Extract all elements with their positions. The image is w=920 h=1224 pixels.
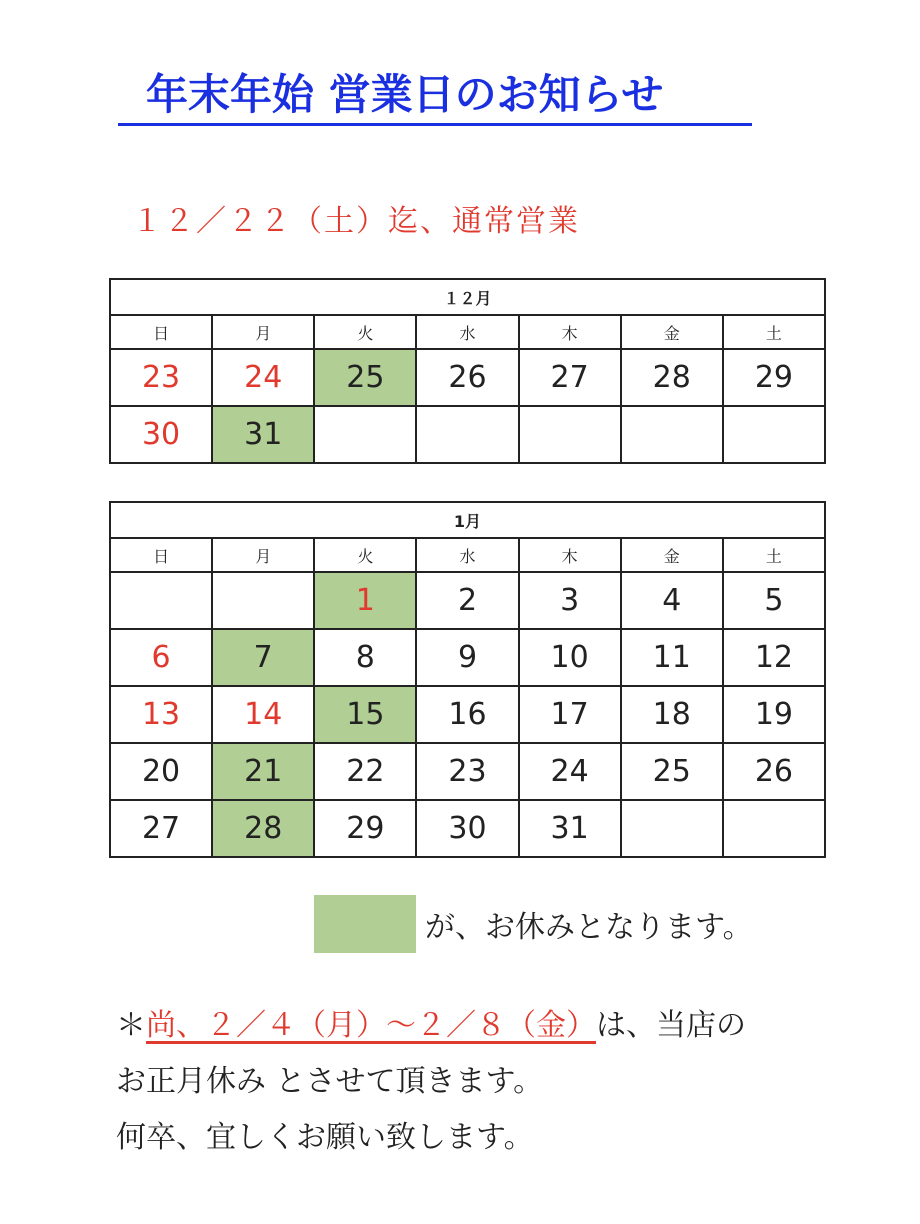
- calendar-day: 25: [314, 349, 416, 406]
- calendar-day: 29: [723, 349, 825, 406]
- calendar-day: 10: [519, 629, 621, 686]
- weekday-header: 水: [416, 315, 518, 349]
- business-notice: １２／２２（土）迄、通常営業: [132, 204, 580, 239]
- calendar-day: 28: [212, 800, 314, 857]
- footer-line-3: 何卒、宜しくお願い致します。: [116, 1120, 534, 1155]
- weekday-header: 火: [314, 315, 416, 349]
- page-title: 年末年始 営業日のお知らせ: [118, 70, 752, 126]
- legend-text: が、お休みとなります。: [425, 910, 753, 945]
- calendar-day: 6: [110, 629, 212, 686]
- calendar-day: 13: [110, 686, 212, 743]
- calendar-week-row: [110, 572, 825, 629]
- calendar-day: 30: [416, 800, 518, 857]
- weekday-header: 金: [621, 315, 723, 349]
- weekday-header: 土: [723, 538, 825, 572]
- weekday-header: 水: [416, 538, 518, 572]
- calendar-day: 2: [416, 572, 518, 629]
- calendar-december: [109, 278, 826, 464]
- calendar-month-header: １２月: [110, 279, 825, 315]
- calendar-week-row: [110, 629, 825, 686]
- footer-prefix: ＊: [116, 1008, 146, 1043]
- calendar-day: 19: [723, 686, 825, 743]
- calendar-day: 12: [723, 629, 825, 686]
- calendar-day-empty: [314, 406, 416, 463]
- weekday-header: 日: [110, 315, 212, 349]
- calendar-week-row: [110, 743, 825, 800]
- calendar-day: 5: [723, 572, 825, 629]
- calendar-day: 14: [212, 686, 314, 743]
- calendar-day-empty: [621, 800, 723, 857]
- calendar-january: [109, 501, 826, 858]
- weekday-header: 木: [519, 315, 621, 349]
- calendar-day: 4: [621, 572, 723, 629]
- calendar-day: 11: [621, 629, 723, 686]
- calendar-day: 31: [519, 800, 621, 857]
- footer-line-2: お正月休み とさせて頂きます。: [116, 1064, 544, 1099]
- calendar-day: 26: [723, 743, 825, 800]
- calendar-day: 25: [621, 743, 723, 800]
- calendar-day: 29: [314, 800, 416, 857]
- calendar-day: 24: [519, 743, 621, 800]
- calendar-day: 22: [314, 743, 416, 800]
- calendar-day: 28: [621, 349, 723, 406]
- calendar-month-header: 1月: [110, 502, 825, 538]
- calendar-day-empty: [212, 572, 314, 629]
- calendar-week-row: [110, 406, 825, 463]
- footer-line-1: [116, 1000, 746, 1044]
- calendar-day: 31: [212, 406, 314, 463]
- calendar-day: 30: [110, 406, 212, 463]
- weekday-header: 月: [212, 315, 314, 349]
- calendar-day-empty: [416, 406, 518, 463]
- calendar-day: 27: [110, 800, 212, 857]
- calendar-week-row: [110, 686, 825, 743]
- calendar-day-empty: [519, 406, 621, 463]
- calendar-day-empty: [110, 572, 212, 629]
- calendar-week-row: [110, 349, 825, 406]
- weekday-header: 火: [314, 538, 416, 572]
- calendar-day: 23: [110, 349, 212, 406]
- calendar-day-empty: [723, 800, 825, 857]
- calendar-day: 9: [416, 629, 518, 686]
- calendar-day: 21: [212, 743, 314, 800]
- calendar-day: 15: [314, 686, 416, 743]
- calendar-day-empty: [621, 406, 723, 463]
- calendar-day: 24: [212, 349, 314, 406]
- weekday-header: 日: [110, 538, 212, 572]
- calendar-day: 1: [314, 572, 416, 629]
- calendar-day: 7: [212, 629, 314, 686]
- closure-period: 尚、２／４（月）～２／８（金）: [146, 1008, 596, 1043]
- weekday-header: 土: [723, 315, 825, 349]
- calendar-week-row: [110, 800, 825, 857]
- calendar-day: 27: [519, 349, 621, 406]
- calendar-day: 16: [416, 686, 518, 743]
- calendar-day: 23: [416, 743, 518, 800]
- calendar-day: 26: [416, 349, 518, 406]
- weekday-header: 木: [519, 538, 621, 572]
- weekday-header: 金: [621, 538, 723, 572]
- footer-line-1-suffix: は、当店の: [596, 1008, 746, 1043]
- calendar-day: 3: [519, 572, 621, 629]
- legend-swatch: [314, 895, 416, 953]
- weekday-header: 月: [212, 538, 314, 572]
- calendar-day-empty: [723, 406, 825, 463]
- calendar-day: 18: [621, 686, 723, 743]
- calendar-day: 17: [519, 686, 621, 743]
- calendar-day: 20: [110, 743, 212, 800]
- calendar-day: 8: [314, 629, 416, 686]
